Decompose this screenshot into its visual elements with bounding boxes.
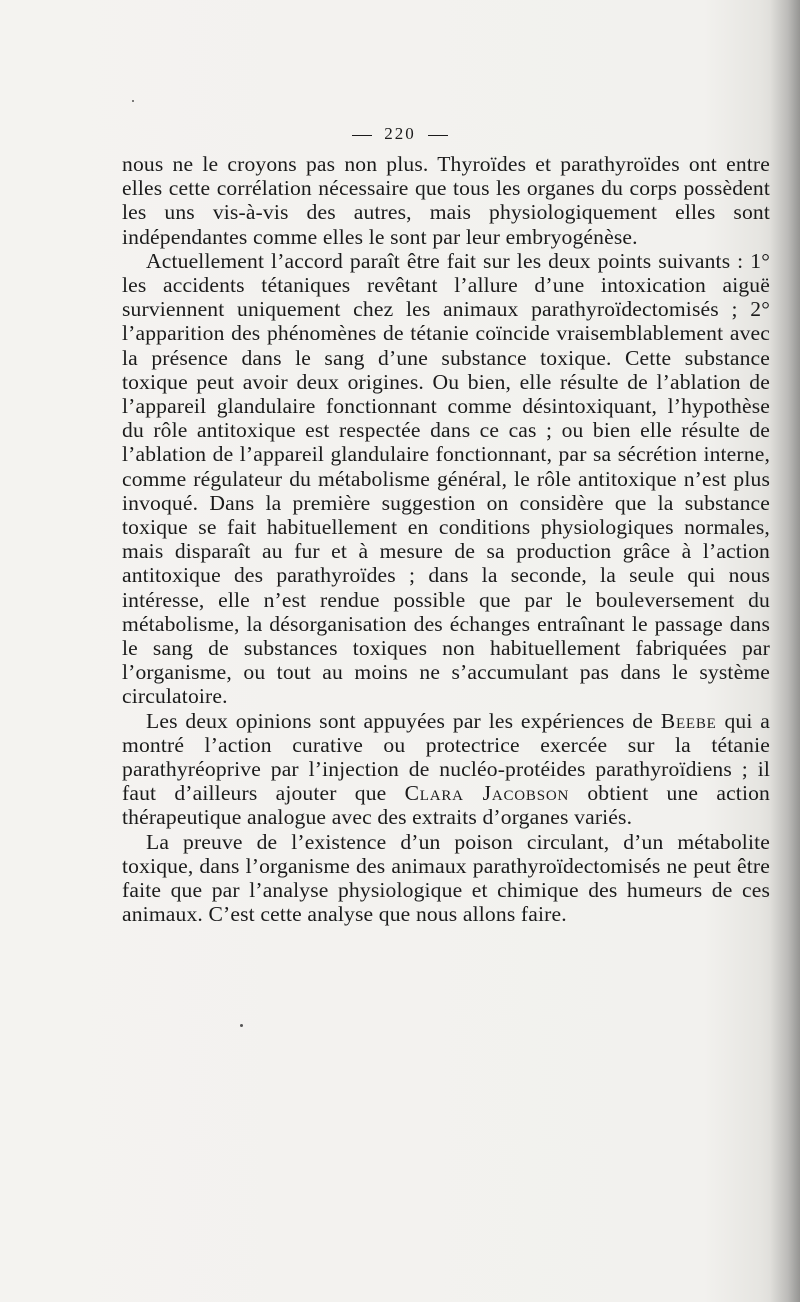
body-text	[122, 152, 770, 927]
paragraph-1: nous ne le croyons pas non plus. Thyroïdes et parathyroïdes ont entre elles cette corrélation nécessaire que tous les organes du corps possèdent les uns vis-à-vis des autres, mais physiologiquement elles sont indépendantes comme elles le sont par leur embryogénèse.	[122, 152, 770, 249]
speck-mark	[132, 100, 134, 102]
paragraph-3	[122, 709, 770, 830]
author-name-beebe: Beebe	[660, 708, 717, 733]
paragraph-3-part-a: Les deux opinions sont appuyées par les expériences de	[146, 708, 661, 733]
paragraph-3-part-c: obtient une action thérapeutique analogue avec des extraits d’organes variés.	[122, 781, 770, 830]
paragraph-2: Actuellement l’accord paraît être fait sur les deux points suivants : 1° les accidents tétaniques revêtant l’allure d’une intoxication aiguë surviennent uniquement chez les animaux parathyroïdectomisés ; 2° l’apparition des phénomènes de tétanie coïncide vraisemblablement avec la présence dans le sang d’une substance toxique. Cette substance toxique peut avoir deux origines. Ou bien, elle résulte de l’ablation de l’appareil glandulaire fonctionnant comme désintoxiquant, l’hypothèse du rôle antitoxique est respectée dans ce cas ; ou bien elle résulte de l’ablation de l’appareil glandulaire fonctionnant, par sa sécrétion interne, comme régulateur du métabolisme général, le rôle antitoxique n’est plus invoqué. Dans la première suggestion on considère que la substance toxique se fait habituellement en conditions physiologiques normales, mais disparaît au fur et à mesure de sa production grâce à l’action antitoxique des parathyroïdes ; dans la seconde, la seule qui nous intéresse, elle n’est rendue possible que par le bouleversement du métabolisme, la désorganisation des échanges entraînant le passage dans le sang de substances toxiques non habituellement fabriquées par l’organisme, ou tout au moins ne s’accumulant pas dans le système circulatoire.	[122, 248, 770, 709]
page-number: 220	[384, 124, 416, 143]
paragraph-4: La preuve de l’existence d’un poison circulant, d’un métabolite toxique, dans l’organisme des animaux parathyroïdectomisés ne peut être faite que par l’analyse physiologique et chimique des humeurs de ces animaux. C’est cette analyse que nous allons faire.	[122, 829, 770, 927]
header-dash-right	[428, 135, 448, 136]
page-header	[0, 124, 800, 144]
speck-mark	[240, 1024, 243, 1027]
spine-shadow	[770, 0, 800, 1302]
header-dash-left	[352, 135, 372, 136]
paragraph-3-part-b: qui a montré l’action curative ou protectrice exercée sur la tétanie parathyréoprive par l’injection de nucléo-protéides parathyroïdiens ; il faut d’ailleurs ajouter que	[122, 708, 771, 806]
author-name-jacobson: Clara Jacobson	[404, 781, 570, 806]
